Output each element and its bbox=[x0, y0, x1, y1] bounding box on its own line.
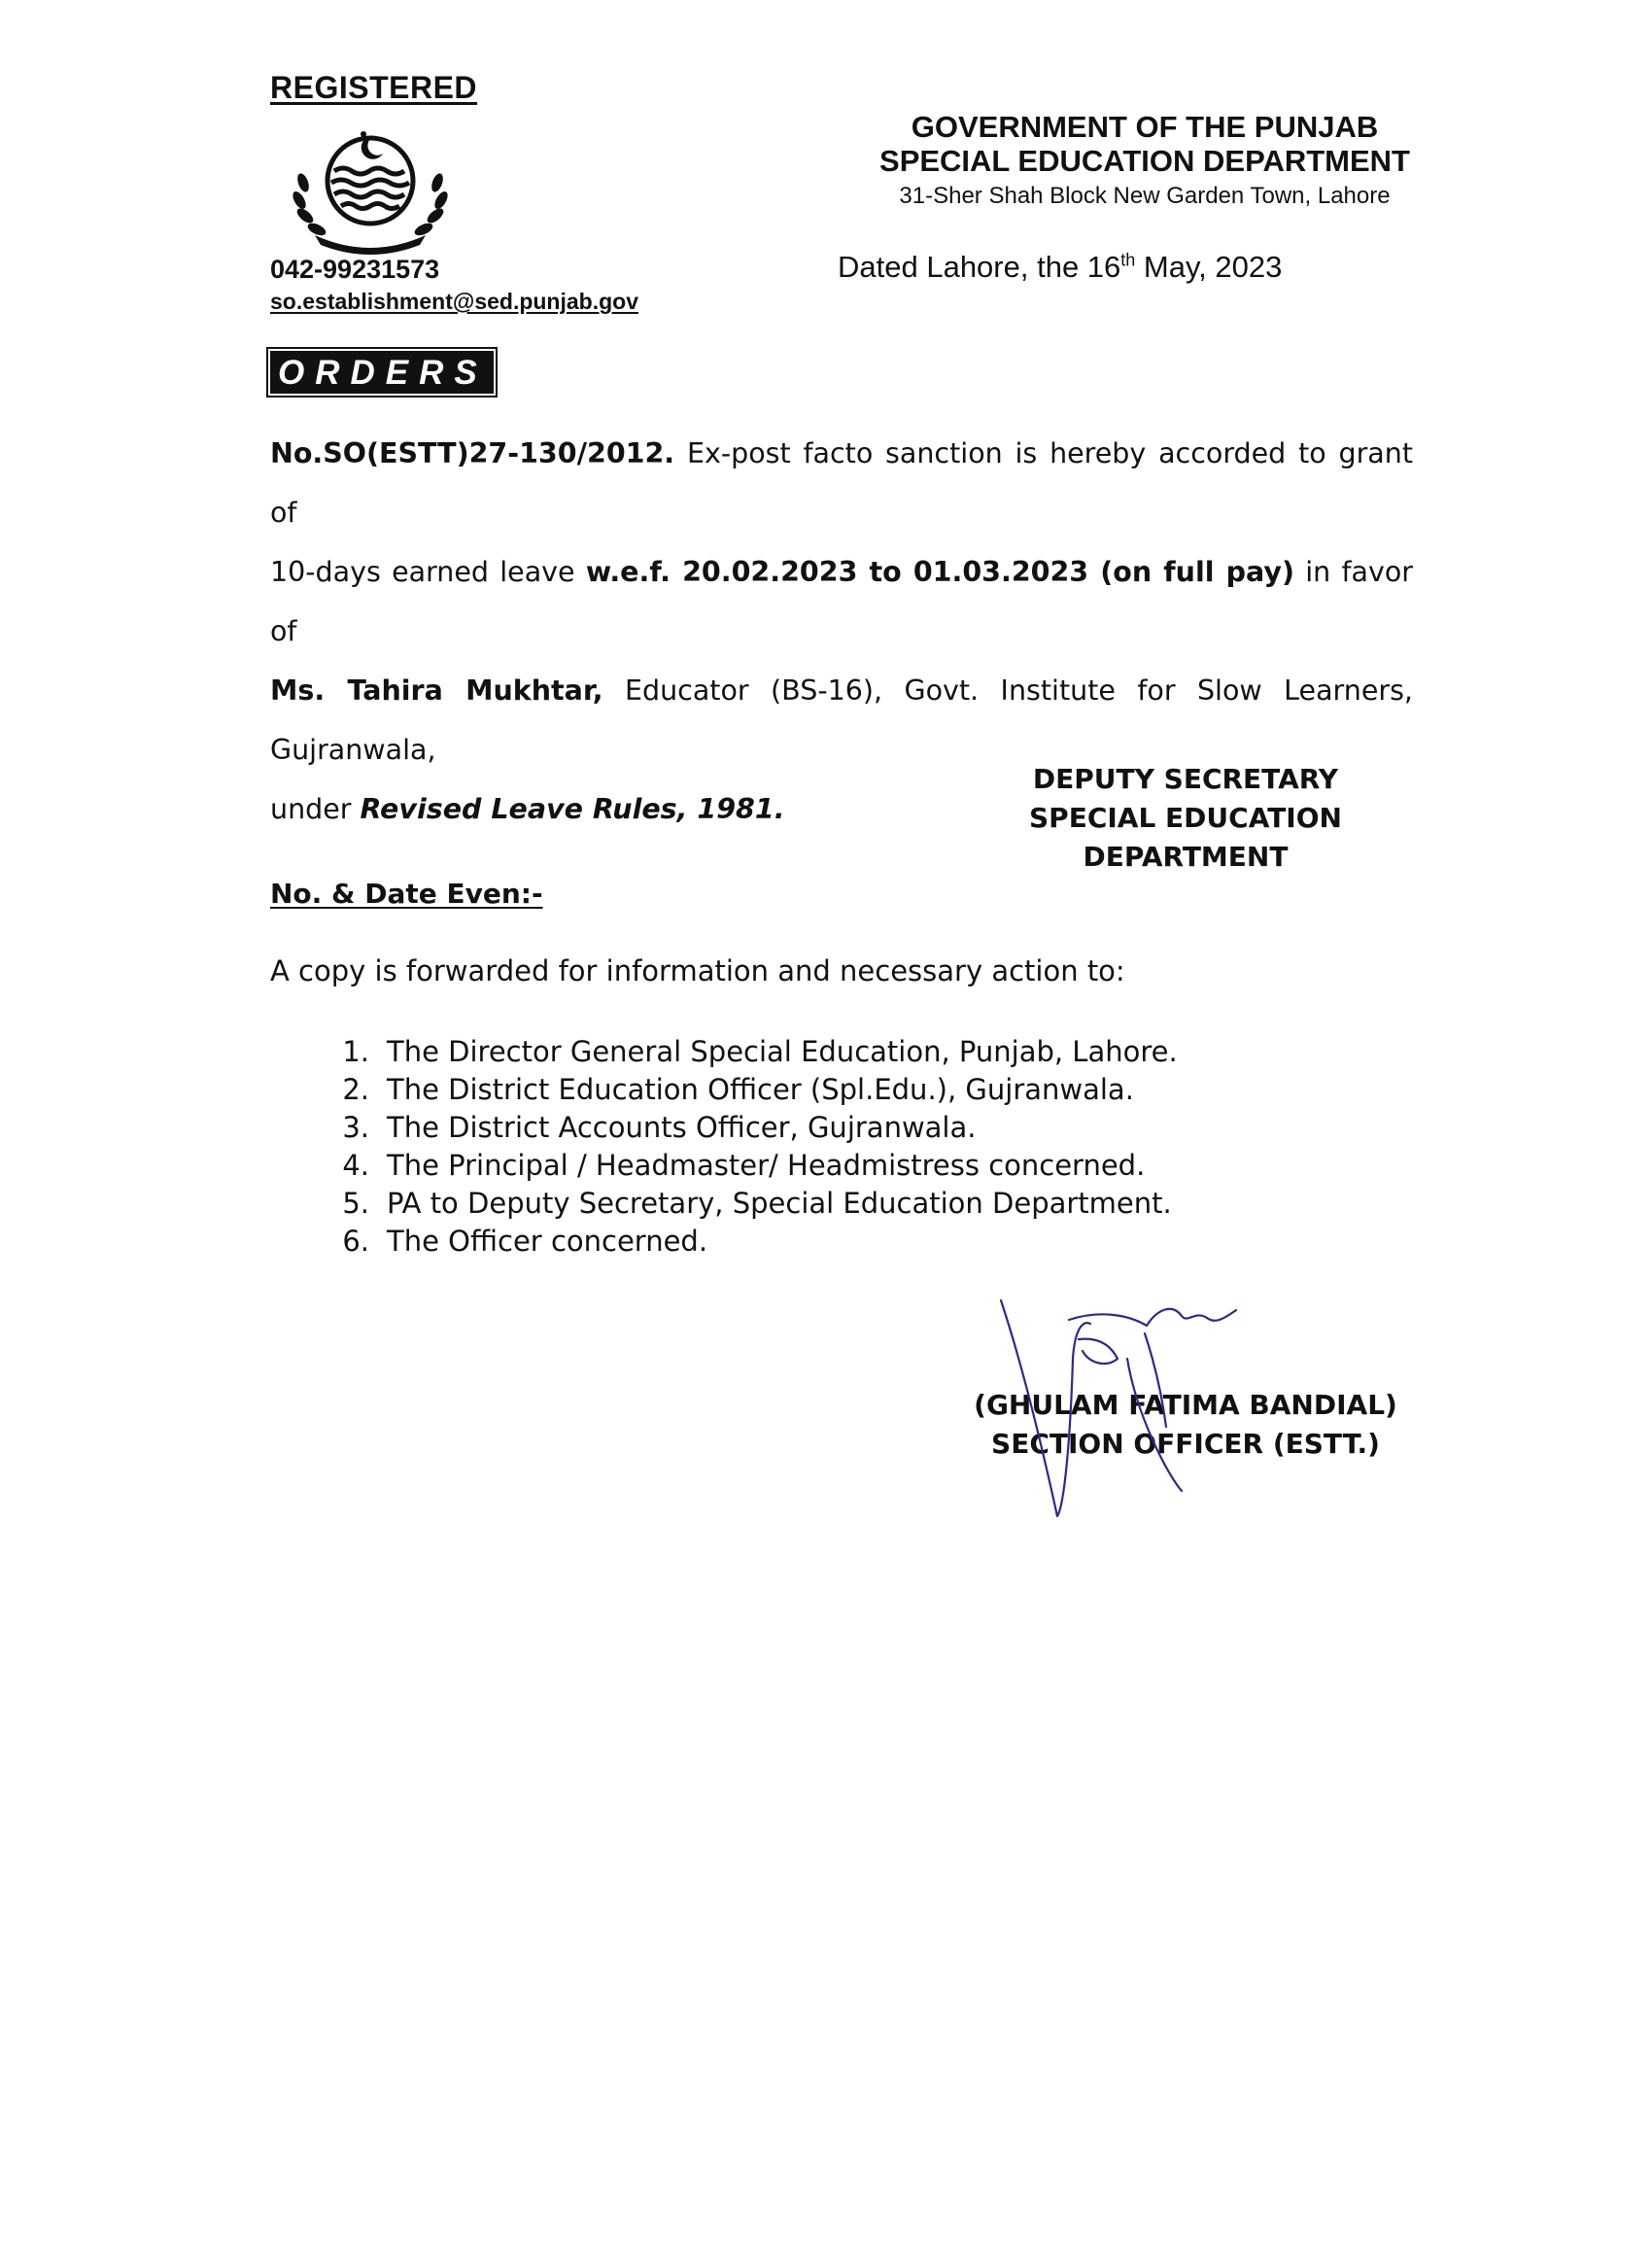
phone-number: 042-99231573 bbox=[270, 255, 440, 284]
list-number: 6. bbox=[342, 1225, 369, 1258]
list-text: The Director General Special Education, Punjab, Lahore. bbox=[387, 1035, 1178, 1068]
list-number: 5. bbox=[342, 1187, 369, 1220]
leave-rules: Revised Leave Rules, 1981. bbox=[360, 793, 785, 825]
list-text: The Officer concerned. bbox=[387, 1225, 708, 1258]
government-title: GOVERNMENT OF THE PUNJAB bbox=[911, 110, 1379, 144]
registered-label: REGISTERED bbox=[270, 70, 478, 105]
department-address: 31-Sher Shah Block New Garden Town, Lahore bbox=[899, 183, 1391, 209]
copy-list bbox=[311, 1033, 1178, 1261]
deputy-secretary-block bbox=[1011, 760, 1360, 877]
order-text-4: Educator (BS-16), Govt. Institute for Slow Learners, Gujranwala, bbox=[270, 674, 1413, 766]
handwritten-signature-icon bbox=[981, 1281, 1254, 1534]
signatory-designation: SECTION OFFICER (ESTT.) bbox=[991, 1428, 1380, 1460]
list-number: 2. bbox=[342, 1073, 369, 1106]
deputy-line-2: SPECIAL EDUCATION bbox=[1029, 802, 1342, 834]
list-text: The Principal / Headmaster/ Headmistress concerned. bbox=[387, 1149, 1146, 1182]
orders-label: ORDERS bbox=[270, 351, 494, 394]
order-text-2: 10-days earned leave bbox=[270, 556, 586, 588]
order-text-5: under bbox=[270, 793, 361, 825]
signatory-name: (GHULAM FATIMA BANDIAL) bbox=[974, 1389, 1397, 1421]
copy-heading: No. & Date Even:- bbox=[270, 878, 543, 910]
list-text: The District Education Officer (Spl.Edu.), Gujranwala. bbox=[387, 1073, 1134, 1106]
list-number: 3. bbox=[342, 1111, 369, 1144]
copy-intro: A copy is forwarded for information and necessary action to: bbox=[270, 954, 1125, 987]
list-text: PA to Deputy Secretary, Special Education Department. bbox=[387, 1187, 1172, 1220]
list-number: 4. bbox=[342, 1149, 369, 1182]
leave-period: w.e.f. 20.02.2023 to 01.03.2023 (on full pay) bbox=[585, 556, 1294, 588]
deputy-line-3: DEPARTMENT bbox=[1083, 841, 1289, 873]
date-superscript: th bbox=[1120, 250, 1136, 270]
order-number: No.SO(ESTT)27-130/2012. bbox=[270, 437, 675, 469]
order-line-2 bbox=[270, 542, 1413, 661]
date-suffix: May, 2023 bbox=[1135, 250, 1283, 284]
dated-line bbox=[838, 250, 1282, 285]
list-item bbox=[311, 1185, 1178, 1223]
list-text: The District Accounts Officer, Gujranwala. bbox=[387, 1111, 977, 1144]
list-number: 1. bbox=[342, 1035, 369, 1068]
employee-name: Ms. Tahira Mukhtar, bbox=[270, 674, 603, 707]
department-title: SPECIAL EDUCATION DEPARTMENT bbox=[879, 144, 1410, 178]
order-text-3: in favor of bbox=[270, 556, 1414, 647]
deputy-line-1: DEPUTY SECRETARY bbox=[1032, 763, 1339, 795]
email-link[interactable]: so.establishment@sed.punjab.gov bbox=[270, 289, 638, 314]
order-text-1: Ex-post facto sanction is hereby accorded to grant of bbox=[270, 437, 1413, 529]
list-item bbox=[311, 1147, 1178, 1185]
list-item bbox=[311, 1109, 1178, 1147]
list-item bbox=[311, 1071, 1178, 1109]
date-prefix: Dated Lahore, the 16 bbox=[838, 250, 1121, 284]
list-item bbox=[311, 1223, 1178, 1261]
punjab-emblem-icon bbox=[278, 115, 463, 260]
list-item bbox=[311, 1033, 1178, 1071]
order-line-1 bbox=[270, 424, 1413, 542]
